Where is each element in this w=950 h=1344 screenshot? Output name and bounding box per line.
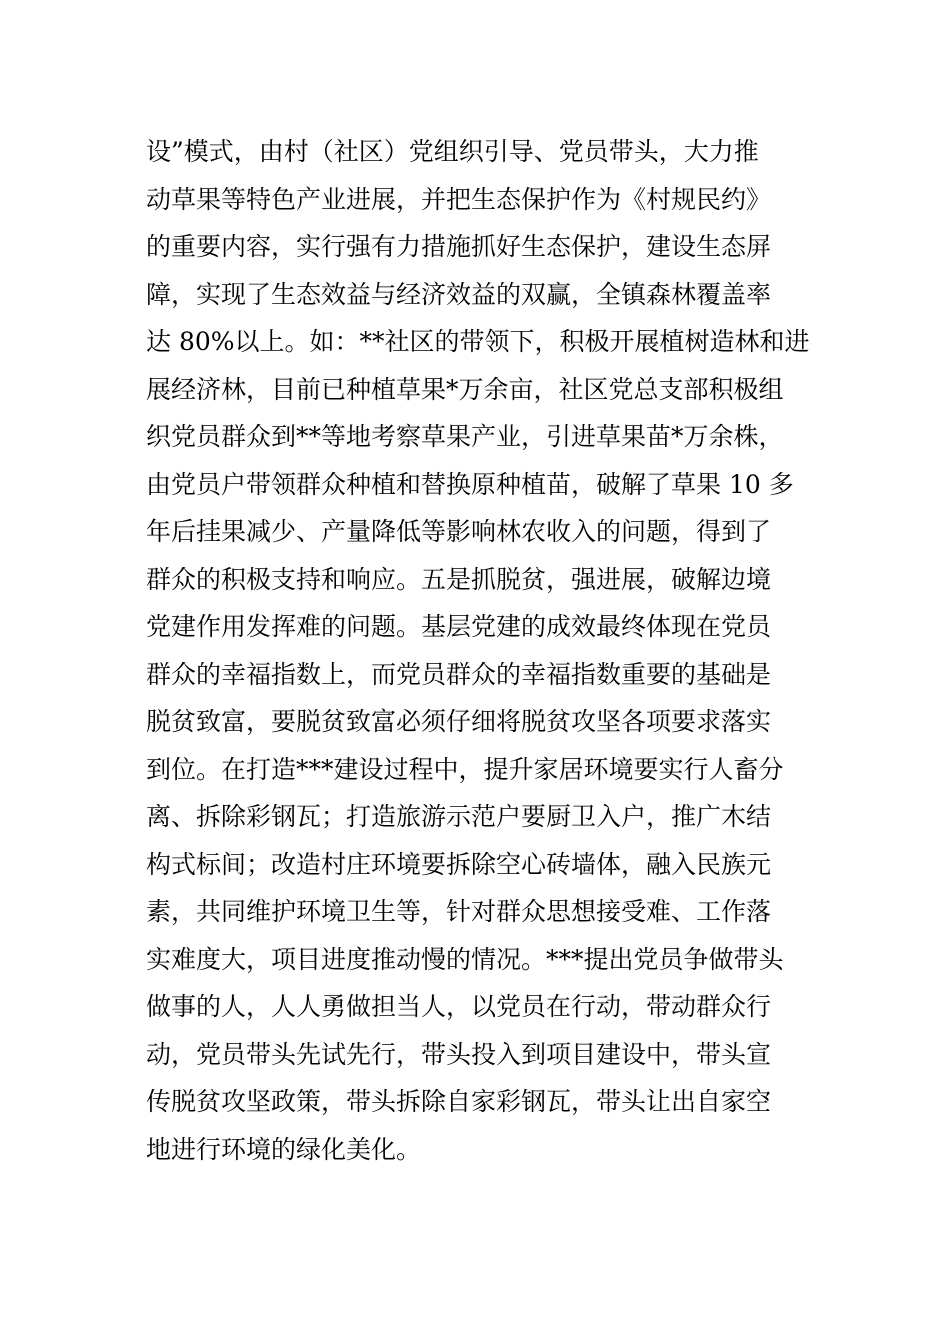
text-line: 地进行环境的绿化美化。 xyxy=(146,1134,422,1164)
text-line: 群众的积极支持和响应。五是抓脱贫，强进展，破解边境 xyxy=(146,564,772,594)
text-line: 离、拆除彩钢瓦；打造旅游示范户要厨卫入户，推广木结 xyxy=(146,802,772,831)
text-line: 动草果等特色产业进展，并把生态保护作为《村规民约》 xyxy=(146,184,772,214)
text-line: 到位。在打造***建设过程中，提升家居环境要实行人畜分 xyxy=(146,754,784,784)
text-line: 障，实现了生态效益与经济效益的双赢，全镇森林覆盖率 xyxy=(146,279,772,309)
text-line: 实难度大，项目进度推动慢的情况。***提出党员争做带头 xyxy=(146,944,784,974)
text-line: 群众的幸福指数上，而党员群众的幸福指数重要的基础是 xyxy=(146,659,772,689)
text-line: 设”模式，由村（社区）党组织引导、党员带头，大力推 xyxy=(146,137,759,166)
text-line: 由党员户带领群众种植和替换原种植苗，破解了草果 10 多 xyxy=(146,469,794,499)
text-line: 的重要内容，实行强有力措施抓好生态保护，建设生态屏 xyxy=(146,232,772,261)
text-line: 织党员群众到**等地考察草果产业，引进草果苗*万余株， xyxy=(146,422,784,451)
text-line: 传脱贫攻坚政策，带头拆除自家彩钢瓦，带头让出自家空 xyxy=(146,1087,772,1116)
text-line: 脱贫致富，要脱贫致富必须仔细将脱贫攻坚各项要求落实 xyxy=(146,707,772,736)
text-line: 做事的人，人人勇做担当人，以党员在行动，带动群众行 xyxy=(146,992,772,1021)
body-paragraph xyxy=(146,128,816,1173)
text-line: 展经济林，目前已种植草果*万余亩，社区党总支部积极组 xyxy=(146,374,784,404)
text-line: 素，共同维护环境卫生等，针对群众思想接受难、工作落 xyxy=(146,897,772,926)
text-line: 达 80%以上。如：**社区的带领下，积极开展植树造林和进 xyxy=(146,327,810,356)
text-line: 构式标间；改造村庄环境要拆除空心砖墙体，融入民族元 xyxy=(146,849,772,879)
text-line: 年后挂果减少、产量降低等影响林农收入的问题，得到了 xyxy=(146,517,772,546)
text-line: 党建作用发挥难的问题。基层党建的成效最终体现在党员 xyxy=(146,612,772,641)
text-line: 动，党员带头先试先行，带头投入到项目建设中，带头宣 xyxy=(146,1039,772,1069)
